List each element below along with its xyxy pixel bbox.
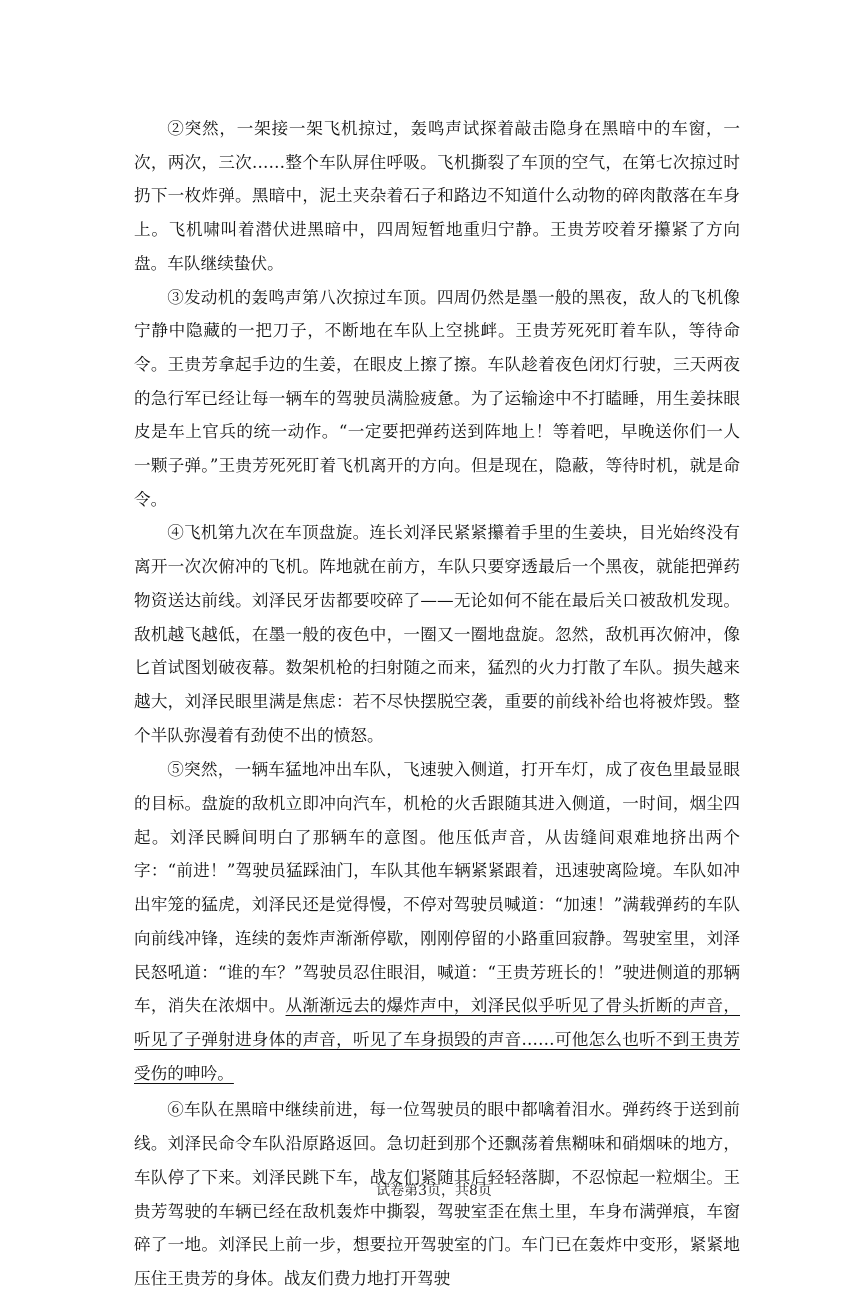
paragraph-6: ⑥车队在黑暗中继续前进，每一位驾驶员的眼中都噙着泪水。弹药终于送到前线。刘泽民命令车队沿原路返回。急切赶到那个还飘荡着焦糊味和硝烟味的地方，车队停了下来。刘泽民跳下车，战友们紧随其后轻轻落脚，不忍惊起一粒烟尘。王贵芳驾驶的车辆已经在敌机轰炸中撕裂，驾驶室歪在焦土里，车身布满弹痕，车窗碎了一地。刘泽民上前一步，想要拉开驾驶室的门。车门已在轰炸中变形，紧紧地压住王贵芳的身体。战友们费力地打开驾驶: [134, 1100, 740, 1288]
underlined-sentence: 从渐渐远去的爆炸声中，刘泽民似乎听见了骨头折断的声音，听见了子弹射进身体的声音，听见了车身损毁的声音……可他怎么也听不到王贵芳受伤的呻吟。: [134, 996, 740, 1083]
paragraph-2: ②突然，一架接一架飞机掠过，轰鸣声试探着敲击隐身在黑暗中的车窗，一次，两次，三次……整个车队屏住呼吸。飞机撕裂了车顶的空气，在第七次掠过时扔下一枚炸弹。黑暗中，泥土夹杂着石子和路边不知道什么动物的碎肉散落在车身上。飞机啸叫着潜伏进黑暗中，四周短暂地重归宁静。王贵芳咬着牙攥紧了方向盘。车队继续蛰伏。: [134, 119, 740, 273]
passage-body: [134, 112, 740, 1296]
page-footer: 试卷第3页，共8页: [376, 1183, 492, 1199]
paragraph-3: ③发动机的轰鸣声第八次掠过车顶。四周仍然是墨一般的黑夜，敌人的飞机像宁静中隐藏的一把刀子，不断地在车队上空挑衅。王贵芳死死盯着车队，等待命令。王贵芳拿起手边的生姜，在眼皮上擦了擦。车队趁着夜色闭灯行驶，三天两夜的急行军已经让每一辆车的驾驶员满脸疲惫。为了运输途中不打瞌睡，用生姜抹眼皮是车上官兵的统一动作。“一定要把弹药送到阵地上！等着吧，早晚送你们一人一颗子弹。”王贵芳死死盯着飞机离开的方向。但是现在，隐蔽，等待时机，就是命令。: [134, 287, 740, 509]
paragraph-4: ④飞机第九次在车顶盘旋。连长刘泽民紧紧攥着手里的生姜块，目光始终没有离开一次次俯冲的飞机。阵地就在前方，车队只要穿透最后一个黑夜，就能把弹药物资送达前线。刘泽民牙齿都要咬碎了——无论如何不能在最后关口被敌机发现。敌机越飞越低，在墨一般的夜色中，一圈又一圈地盘旋。忽然，敌机再次俯冲，像匕首试图划破夜幕。数架机枪的扫射随之而来，猛烈的火力打散了车队。损失越来越大，刘泽民眼里满是焦虑：若不尽快摆脱空袭，重要的前线补给也将被炸毁。整个半队弥漫着有劲使不出的愤怒。: [134, 523, 740, 745]
paragraph-5-text: ⑤突然，一辆车猛地冲出车队，飞速驶入侧道，打开车灯，成了夜色里最显眼的目标。盘旋的敌机立即冲向汽车，机枪的火舌跟随其进入侧道，一时间，烟尘四起。刘泽民瞬间明白了那辆车的意图。他压低声音，从齿缝间艰难地挤出两个字：“前进！”驾驶员猛踩油门，车队其他车辆紧紧跟着，迅速驶离险境。车队如冲出牢笼的猛虎，刘泽民还是觉得慢，不停对驾驶员喊道：“加速！”满载弹药的车队向前线冲锋，连续的轰炸声渐渐停歇，刚刚停留的小路重回寂静。驾驶室里，刘泽民怒吼道：“谁的车？”驾驶员忍住眼泪，喊道：“王贵芳班长的！”驶进侧道的那辆车，消失在浓烟中。: [134, 760, 740, 1016]
paragraph-5: [134, 753, 740, 1090]
